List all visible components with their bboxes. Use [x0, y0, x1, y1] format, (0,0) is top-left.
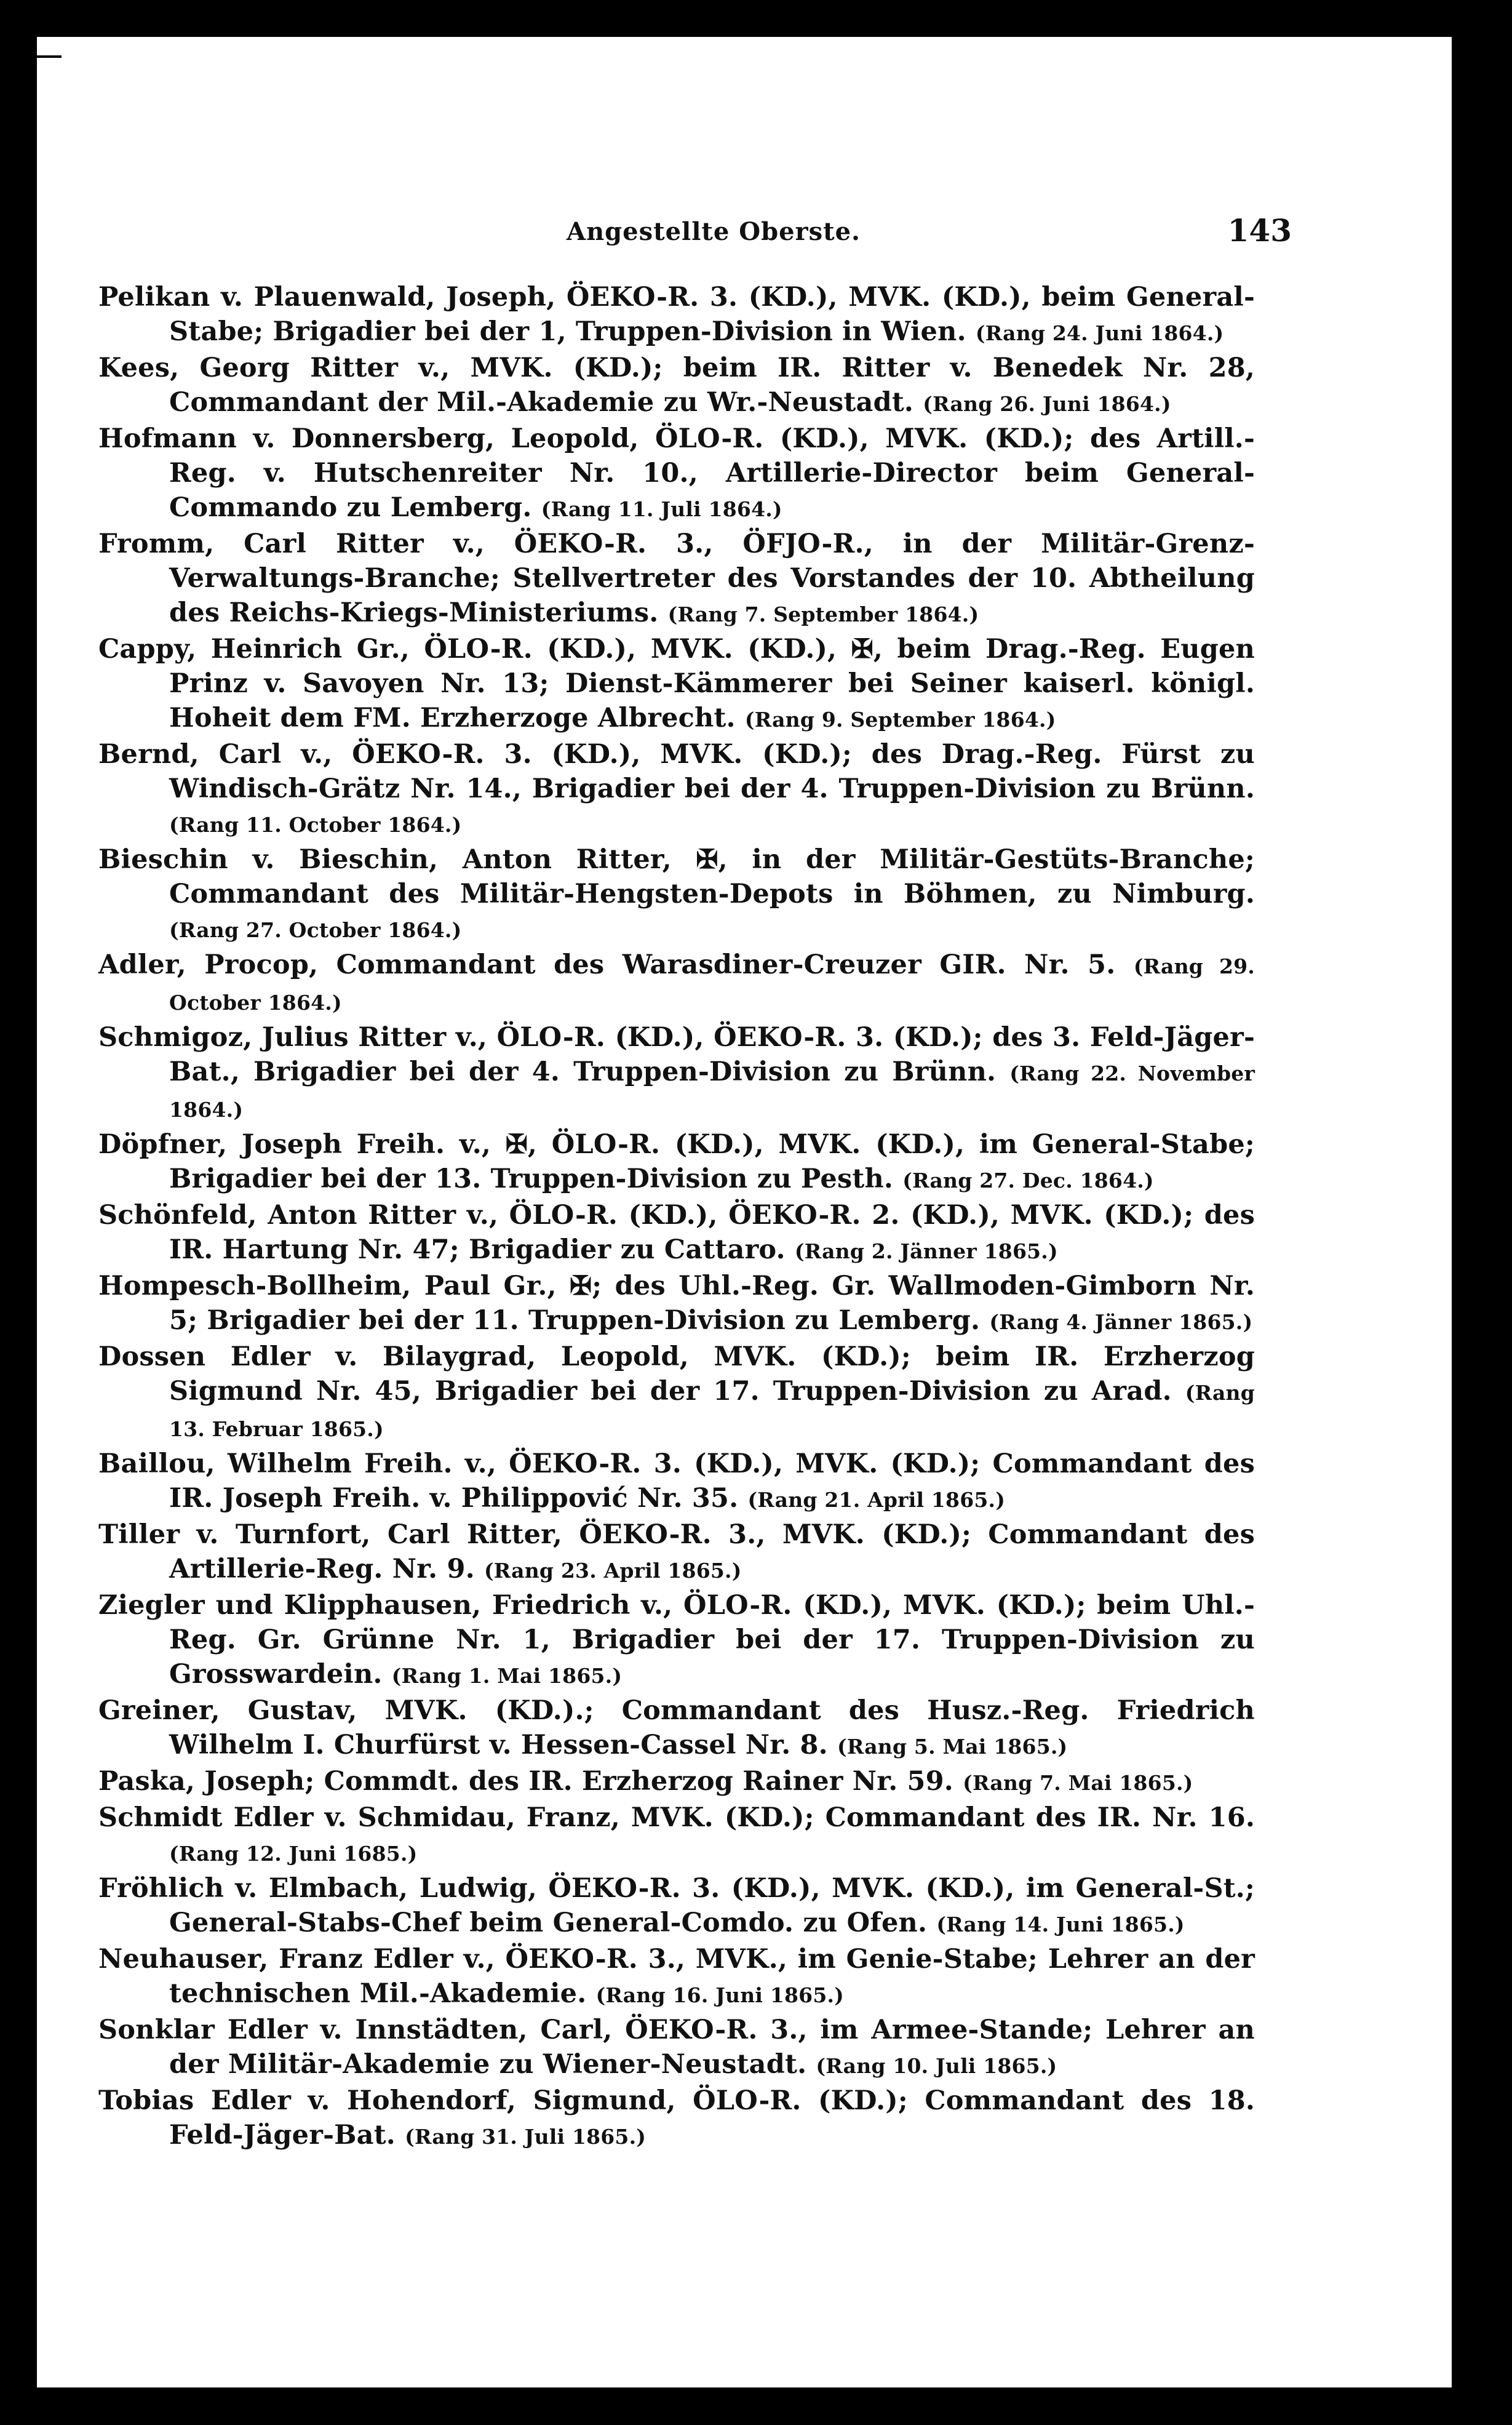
- list-item: [98, 1693, 1255, 1764]
- list-item: [98, 527, 1255, 632]
- entry-text: Hompesch-Bollheim, Paul Gr., ✠; des Uhl.-Reg. Gr. Wallmoden-Gimborn Nr. 5; Brigadier bei der 11. Truppen-Division zu Lemberg.: [98, 1271, 1255, 1336]
- list-item: [98, 1340, 1255, 1447]
- list-item: [98, 1764, 1255, 1800]
- entry-text: Greiner, Gustav, MVK. (KD.).; Commandant des Husz.-Reg. Friedrich Wilhelm I. Churfürst v. Hessen-Cassel Nr. 8.: [98, 1695, 1255, 1760]
- entry-rank: (Rang 11. October 1864.): [169, 813, 462, 837]
- list-item: [98, 1198, 1255, 1269]
- entry-rank: (Rang 26. Juni 1864.): [923, 392, 1171, 416]
- entry-rank: (Rang 23. April 1865.): [483, 1559, 742, 1583]
- entry-rank: (Rang 5. Mai 1865.): [837, 1735, 1068, 1759]
- list-item: [98, 632, 1255, 737]
- entry-text: Kees, Georg Ritter v., MVK. (KD.); beim IR. Ritter v. Benedek Nr. 28, Commandant der Mil.-Akademie zu Wr.-Neustadt.: [98, 353, 1255, 418]
- entry-rank: (Rang 4. Jänner 1865.): [989, 1310, 1253, 1334]
- book-page: [37, 37, 1452, 2387]
- entry-rank: (Rang 16. Juni 1865.): [595, 1983, 844, 2007]
- entry-rank: (Rang 7. Mai 1865.): [963, 1771, 1193, 1795]
- entry-text: Ziegler und Klipphausen, Friedrich v., ÖLO-R. (KD.), MVK. (KD.); beim Uhl.-Reg. Gr. Grünne Nr. 1, Brigadier bei der 17. Truppen-Division zu Grosswardein.: [98, 1590, 1255, 1690]
- list-item: [98, 1020, 1255, 1127]
- list-item: [98, 1800, 1255, 1871]
- page-number: 143: [1227, 212, 1292, 249]
- list-item: [98, 1942, 1255, 2013]
- entry-rank: (Rang 22. November 1864.): [169, 1061, 1255, 1122]
- list-item: [98, 421, 1255, 527]
- entry-rank: (Rang 13. Februar 1865.): [169, 1381, 1255, 1441]
- entry-text: Bernd, Carl v., ÖEKO-R. 3. (KD.), MVK. (KD.); des Drag.-Reg. Fürst zu Windisch-Grätz Nr. 14., Brigadier bei der 4. Truppen-Division zu Brünn.: [98, 739, 1255, 804]
- entry-rank: (Rang 27. October 1864.): [169, 918, 462, 942]
- list-item: [98, 1588, 1255, 1693]
- entry-rank: (Rang 31. Juli 1865.): [405, 2125, 647, 2149]
- entry-rank: (Rang 27. Dec. 1864.): [902, 1169, 1154, 1193]
- entry-text: Tobias Edler v. Hohendorf, Sigmund, ÖLO-R. (KD.); Commandant des 18. Feld-Jäger-Bat.: [98, 2085, 1255, 2151]
- entry-text: Sonklar Edler v. Innstädten, Carl, ÖEKO-R. 3., im Armee-Stande; Lehrer an der Militär-Akademie zu Wiener-Neustadt.: [98, 2015, 1255, 2080]
- entry-text: Hofmann v. Donnersberg, Leopold, ÖLO-R. (KD.), MVK. (KD.); des Artill.-Reg. v. Hutschenreiter Nr. 10., Artillerie-Director beim General-Commando zu Lemberg.: [98, 423, 1255, 523]
- entry-text: Döpfner, Joseph Freih. v., ✠, ÖLO-R. (KD.), MVK. (KD.), im General-Stabe; Brigadier bei der 13. Truppen-Division zu Pesth.: [98, 1129, 1255, 1194]
- entry-rank: (Rang 24. Juni 1864.): [975, 321, 1224, 345]
- list-item: [98, 2083, 1255, 2154]
- page-header: [135, 212, 1292, 255]
- entry-text: Schmigoz, Julius Ritter v., ÖLO-R. (KD.), ÖEKO-R. 3. (KD.); des 3. Feld-Jäger-Bat., Brigadier bei der 4. Truppen-Division zu Brünn.: [98, 1022, 1255, 1087]
- list-item: [98, 280, 1255, 351]
- entry-rank: (Rang 7. September 1864.): [667, 602, 979, 626]
- entry-text: Tiller v. Turnfort, Carl Ritter, ÖEKO-R. 3., MVK. (KD.); Commandant des Artillerie-Reg. Nr. 9.: [98, 1519, 1255, 1584]
- running-title: Angestellte Oberste.: [567, 217, 861, 246]
- entry-rank: (Rang 12. Juni 1685.): [169, 1842, 418, 1866]
- scan-edge-mark: [37, 55, 62, 58]
- officer-list: [98, 280, 1255, 2154]
- entry-text: Baillou, Wilhelm Freih. v., ÖEKO-R. 3. (KD.), MVK. (KD.); Commandant des IR. Joseph Freih. v. Philippović Nr. 35.: [98, 1448, 1255, 1514]
- entry-text: Fröhlich v. Elmbach, Ludwig, ÖEKO-R. 3. (KD.), MVK. (KD.), im General-St.; General-Stabs-Chef beim General-Comdo. zu Ofen.: [98, 1873, 1255, 1938]
- entry-rank: (Rang 1. Mai 1865.): [391, 1664, 623, 1688]
- entry-text: Bieschin v. Bieschin, Anton Ritter, ✠, in der Militär-Gestüts-Branche; Commandant des Militär-Hengsten-Depots in Böhmen, zu Nimburg.: [98, 844, 1255, 909]
- list-item: [98, 737, 1255, 842]
- entry-text: Pelikan v. Plauenwald, Joseph, ÖEKO-R. 3. (KD.), MVK. (KD.), beim General-Stabe; Brigadier bei der 1, Truppen-Division in Wien.: [98, 282, 1255, 347]
- list-item: [98, 1447, 1255, 1517]
- list-item: [98, 948, 1255, 1020]
- entry-rank: (Rang 11. Juli 1864.): [541, 497, 782, 521]
- list-item: [98, 842, 1255, 948]
- entry-text: Cappy, Heinrich Gr., ÖLO-R. (KD.), MVK. (KD.), ✠, beim Drag.-Reg. Eugen Prinz v. Savoyen Nr. 13; Dienst-Kämmerer bei Seiner kaiserl. königl. Hoheit dem FM. Erzherzoge Albrecht.: [98, 634, 1255, 733]
- list-item: [98, 1269, 1255, 1340]
- entry-rank: (Rang 29. October 1864.): [169, 954, 1255, 1015]
- entry-text: Schönfeld, Anton Ritter v., ÖLO-R. (KD.), ÖEKO-R. 2. (KD.), MVK. (KD.); des IR. Hartung Nr. 47; Brigadier zu Cattaro.: [98, 1200, 1255, 1265]
- entry-rank: (Rang 9. September 1864.): [744, 708, 1056, 732]
- list-item: [98, 351, 1255, 421]
- entry-text: Adler, Procop, Commandant des Warasdiner-Creuzer GIR. Nr. 5.: [98, 949, 1116, 980]
- entry-text: Neuhauser, Franz Edler v., ÖEKO-R. 3., MVK., im Genie-Stabe; Lehrer an der technischen Mil.-Akademie.: [98, 1944, 1255, 2009]
- list-item: [98, 1517, 1255, 1588]
- entry-rank: (Rang 21. April 1865.): [747, 1488, 1006, 1512]
- entry-text: Dossen Edler v. Bilaygrad, Leopold, MVK. (KD.); beim IR. Erzherzog Sigmund Nr. 45, Brigadier bei der 17. Truppen-Division zu Arad.: [98, 1341, 1255, 1407]
- entry-text: Schmidt Edler v. Schmidau, Franz, MVK. (KD.); Commandant des IR. Nr. 16.: [98, 1802, 1255, 1833]
- list-item: [98, 1871, 1255, 1942]
- list-item: [98, 2013, 1255, 2083]
- entry-rank: (Rang 2. Jänner 1865.): [794, 1239, 1058, 1263]
- entry-rank: (Rang 14. Juni 1865.): [936, 1912, 1185, 1936]
- entry-text: Fromm, Carl Ritter v., ÖEKO-R. 3., ÖFJO-R., in der Militär-Grenz-Verwaltungs-Branche; Stellvertreter des Vorstandes der 10. Abtheilung des Reichs-Kriegs-Ministeriums.: [98, 529, 1255, 628]
- entry-text: Paska, Joseph; Commdt. des IR. Erzherzog Rainer Nr. 59.: [98, 1766, 953, 1797]
- entry-rank: (Rang 10. Juli 1865.): [816, 2054, 1057, 2078]
- list-item: [98, 1127, 1255, 1198]
